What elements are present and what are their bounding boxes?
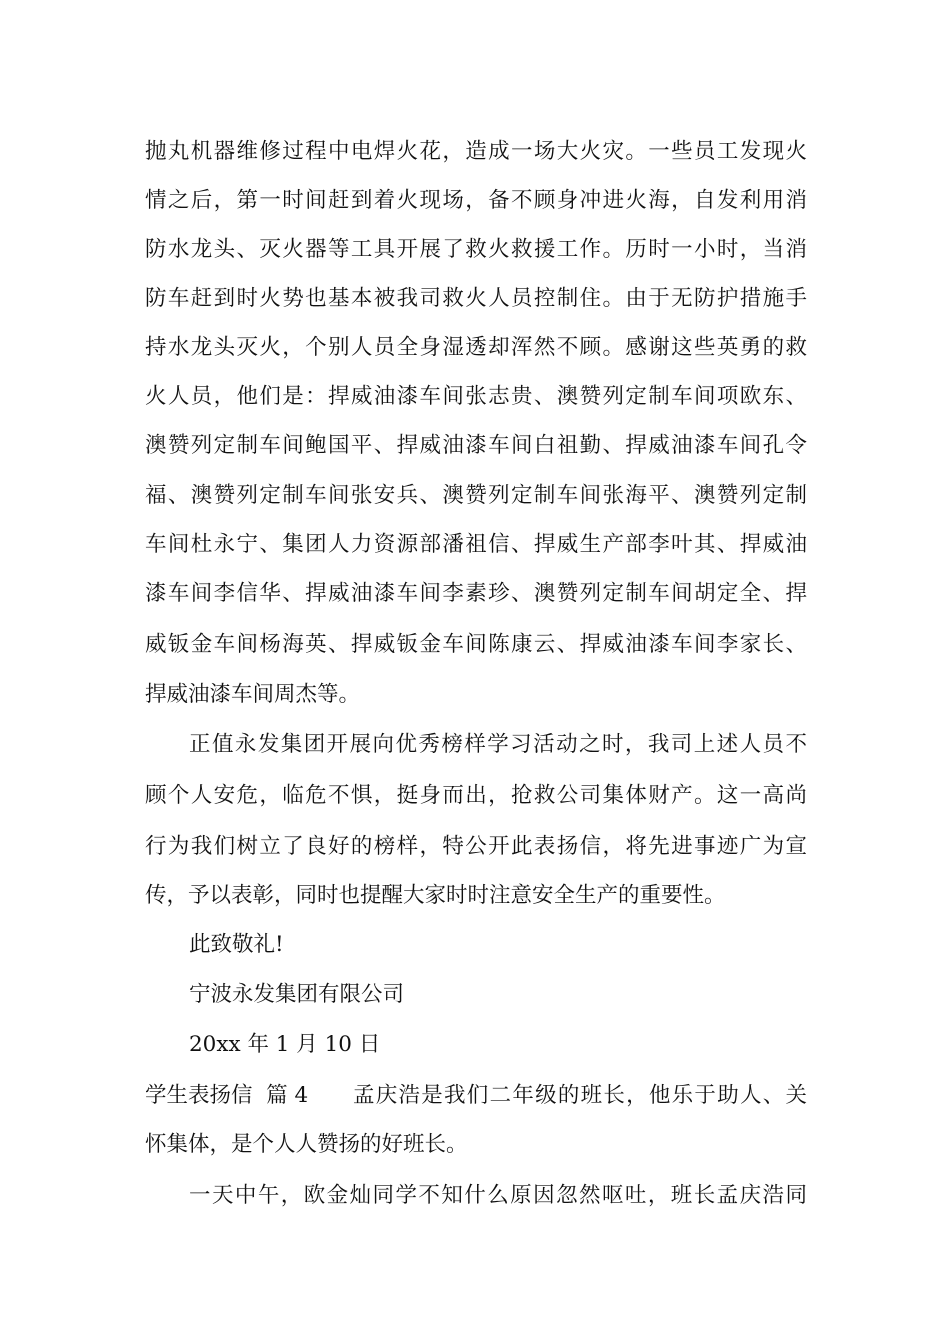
paragraph-line: 福、澳赞列定制车间张安兵、澳赞列定制车间张海平、澳赞列定制 [145,483,807,508]
paragraph-line: 火人员，他们是：捍威油漆车间张志贵、澳赞列定制车间项欧东、 [145,384,807,409]
section-title: 学生表扬信 篇 4 [145,1083,309,1108]
paragraph-line: 抛丸机器维修过程中电焊火花，造成一场大火灾。一些员工发现火 [145,139,807,164]
closing-salutation: 此致敬礼! [189,932,284,957]
paragraph-line: 漆车间李信华、捍威油漆车间李素珍、澳赞列定制车间胡定全、捍 [145,581,807,606]
paragraph-line: 正值永发集团开展向优秀榜样学习活动之时，我司上述人员不 [189,732,807,757]
paragraph-line: 顾个人安危，临危不惧，挺身而出，抢救公司集体财产。这一高尚 [145,783,807,808]
paragraph-line: 车间杜永宁、集团人力资源部潘祖信、捍威生产部李叶其、捍威油 [145,532,807,557]
company-signature: 宁波永发集团有限公司 [189,982,405,1007]
paragraph-line: 一天中午，欧金灿同学不知什么原因忽然呕吐，班长孟庆浩同 [189,1183,807,1208]
paragraph-line: 威钣金车间杨海英、捍威钣金车间陈康云、捍威油漆车间李家长、 [145,632,807,657]
paragraph-line: 传，予以表彰，同时也提醒大家时时注意安全生产的重要性。 [145,883,726,908]
paragraph-line: 防车赶到时火势也基本被我司救火人员控制住。由于无防护措施手 [145,286,807,311]
paragraph-line: 防水龙头、灭火器等工具开展了救火救援工作。历时一小时，当消 [145,237,807,262]
paragraph-line: 孟庆浩是我们二年级的班长，他乐于助人、关 [353,1083,807,1108]
paragraph-line: 怀集体，是个人人赞扬的好班长。 [145,1132,468,1157]
paragraph-line: 持水龙头灭火，个别人员全身湿透却浑然不顾。感谢这些英勇的救 [145,335,807,360]
paragraph-line: 捍威油漆车间周杰等。 [145,682,361,707]
paragraph-line: 情之后，第一时间赶到着火现场，备不顾身冲进火海，自发利用消 [145,188,807,213]
paragraph-line: 澳赞列定制车间鲍国平、捍威油漆车间白祖勤、捍威油漆车间孔令 [145,433,807,458]
paragraph-line: 行为我们树立了良好的榜样，特公开此表扬信，将先进事迹广为宣 [145,834,807,859]
signature-date: 20xx 年 1 月 10 日 [189,1032,381,1057]
